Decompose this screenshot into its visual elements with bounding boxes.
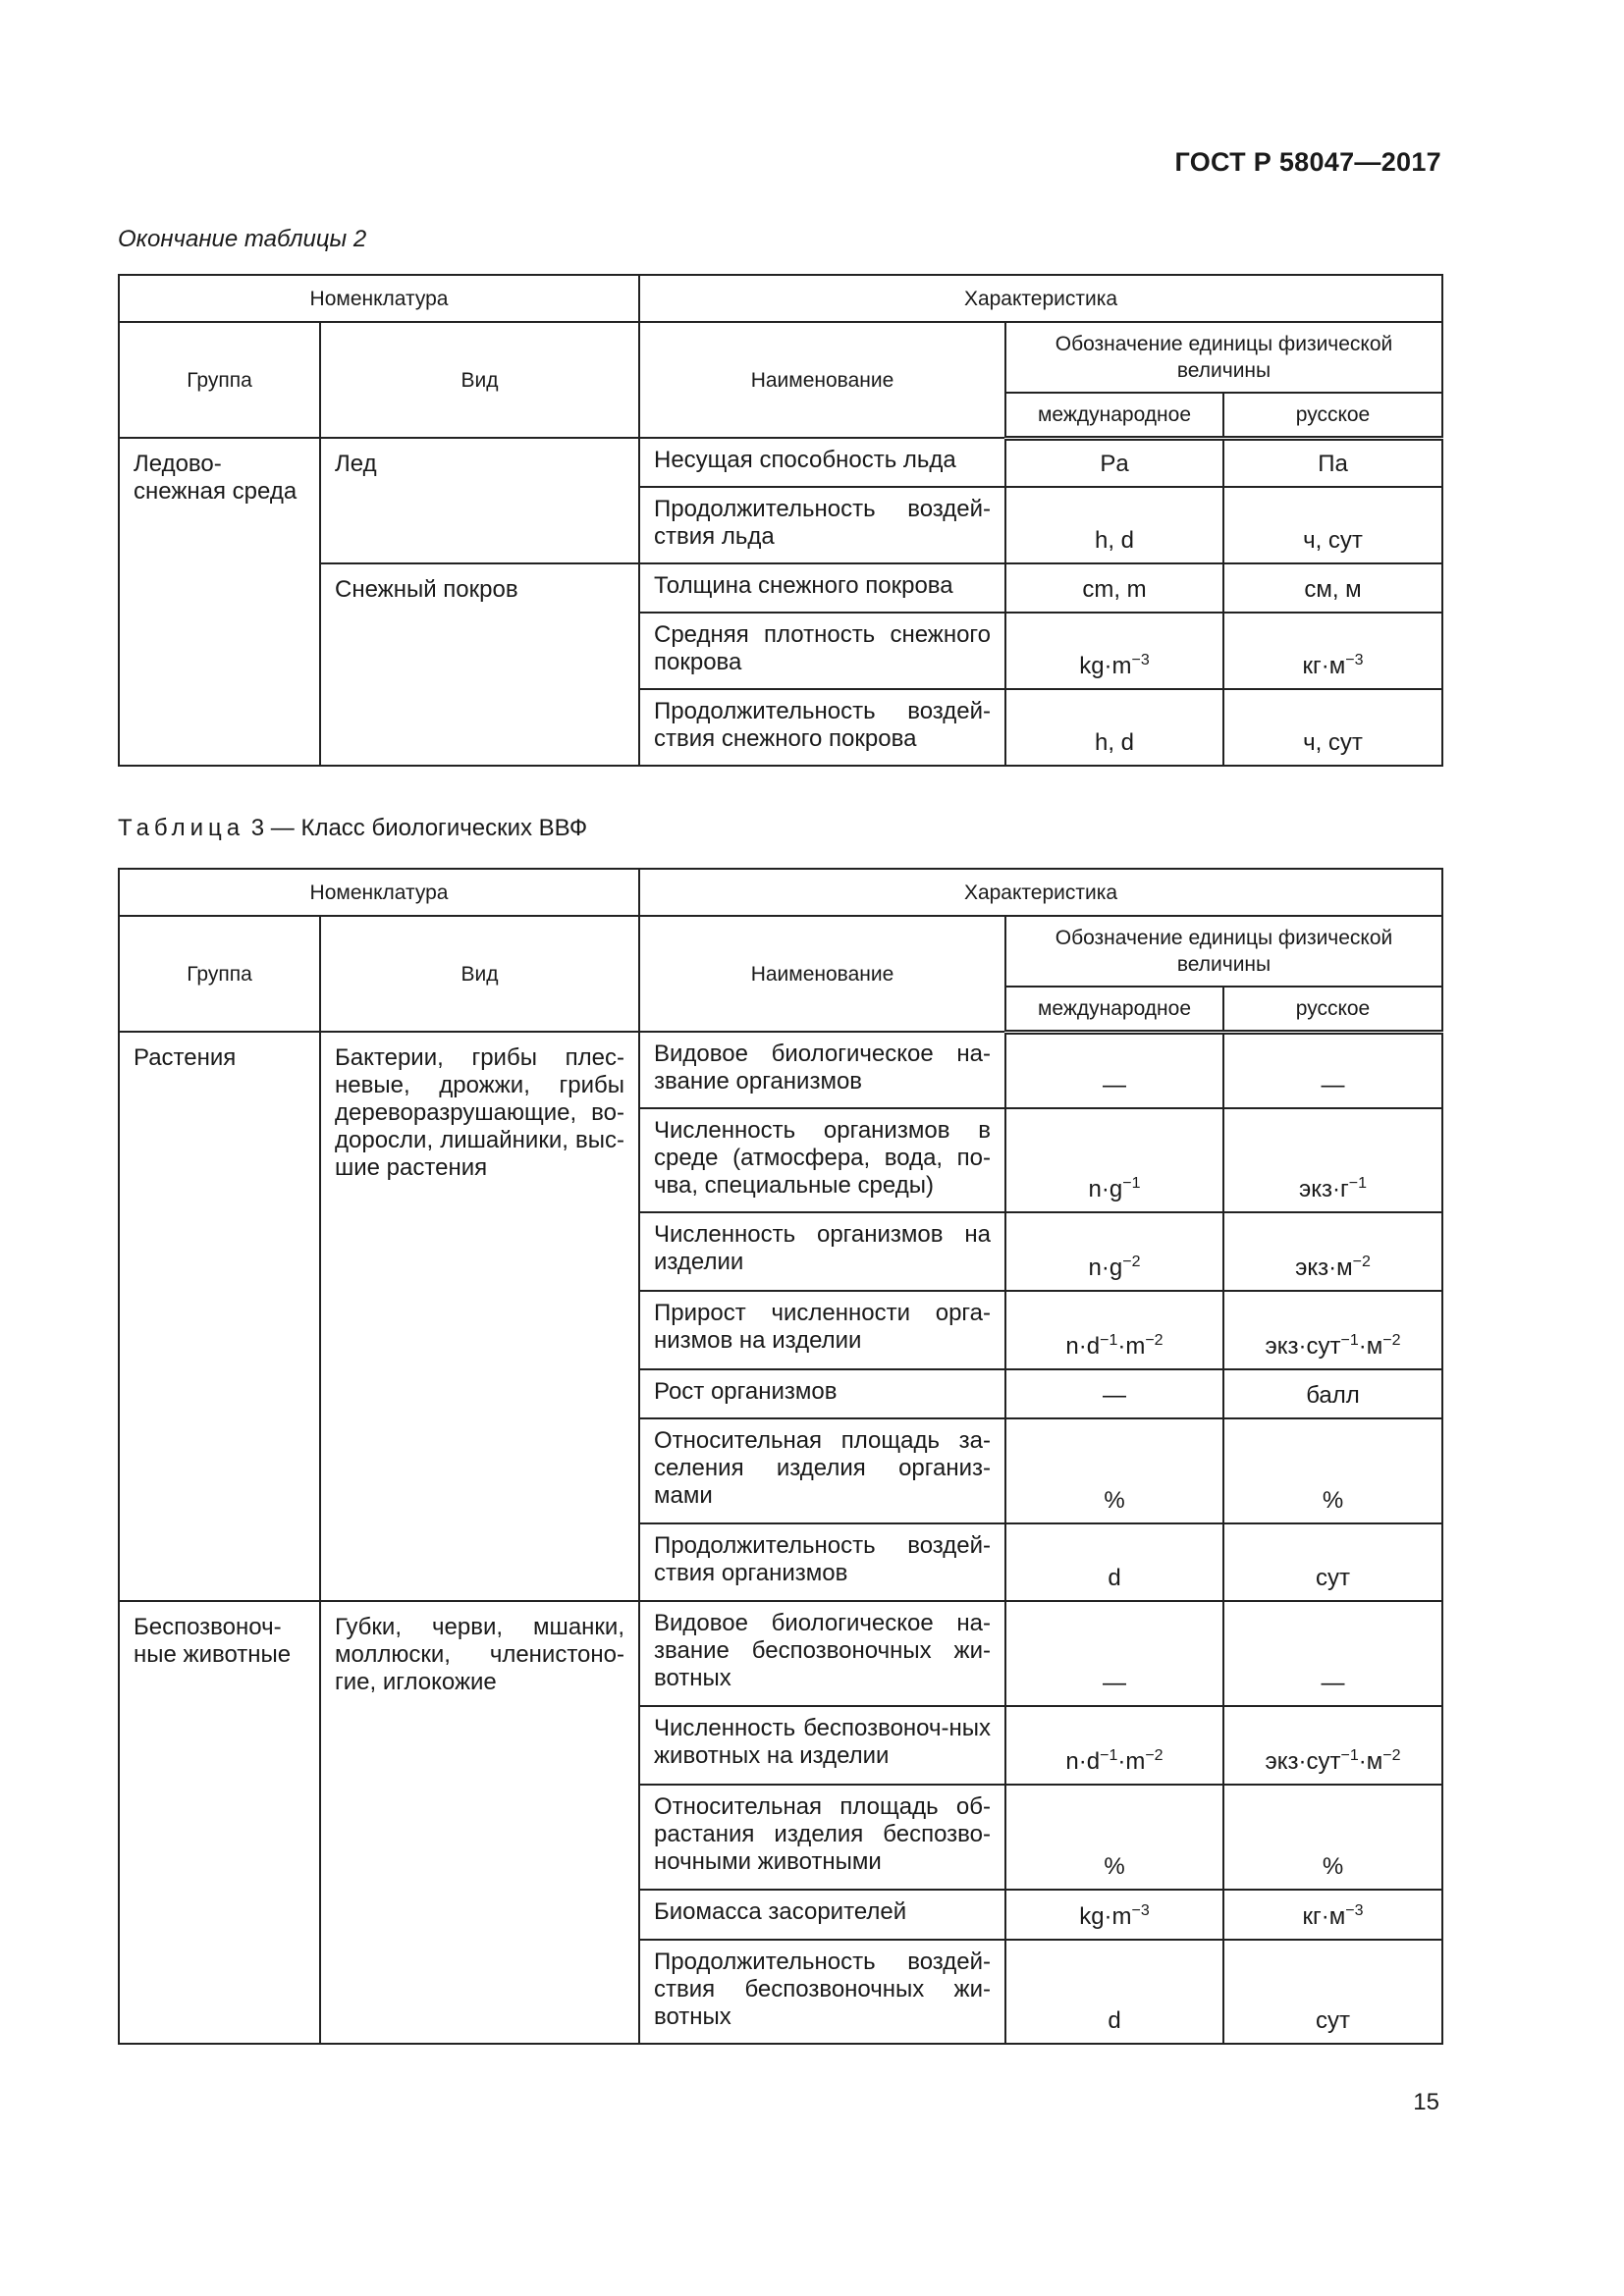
name-cell: Продолжительность воздей-ствия льда (639, 487, 1005, 563)
unit-intl-cell: d (1005, 1940, 1223, 2044)
header-international: международное (1005, 393, 1223, 438)
name-cell: Видовое биологическое на-звание организмов (639, 1032, 1005, 1108)
unit-rus-cell: сут (1223, 1940, 1442, 2044)
unit-intl-cell: $n\cdot g^{-2}$ (1005, 1212, 1223, 1291)
unit-rus-cell: сут (1223, 1523, 1442, 1601)
unit-rus-cell: см, м (1223, 563, 1442, 613)
name-cell: Средняя плотность снежного покрова (639, 613, 1005, 689)
name-cell: Видовое биологическое на-звание беспозвоночных жи-вотных (639, 1601, 1005, 1706)
header-group: Группа (119, 322, 320, 438)
unit-intl-cell: % (1005, 1418, 1223, 1523)
unit-intl-cell: — (1005, 1601, 1223, 1706)
header-nomenclature: Номенклатура (119, 275, 639, 322)
name-cell: Относительная площадь об-растания изделия беспозво-ночными животными (639, 1785, 1005, 1890)
name-cell: Численность организмов в среде (атмосфера, вода, по-чва, специальные среды) (639, 1108, 1005, 1212)
name-cell: Продолжительность воздей-ствия беспозвоночных жи-вотных (639, 1940, 1005, 2044)
name-cell: Численность организмов на изделии (639, 1212, 1005, 1291)
header-russian: русское (1223, 393, 1442, 438)
page-number: 15 (1413, 2089, 1439, 2115)
unit-intl-cell: $kg\cdot m^{-3}$ (1005, 613, 1223, 689)
kind-cell: Бактерии, грибы плес-невые, дрожжи, грибы дереворазрушающие, во-доросли, лишайники, выс-шие растения (320, 1032, 639, 1601)
table-row (119, 1601, 1442, 1706)
unit-intl-cell: h, d (1005, 487, 1223, 563)
header-group: Группа (119, 916, 320, 1032)
name-cell: Продолжительность воздей-ствия организмов (639, 1523, 1005, 1601)
group-cell: Беспозвоноч-ные животные (119, 1601, 320, 2044)
unit-rus-cell: ч, сут (1223, 689, 1442, 766)
table3 (118, 868, 1443, 2045)
unit-intl-cell: — (1005, 1369, 1223, 1418)
unit-intl-cell: $kg\cdot m^{-3}$ (1005, 1890, 1223, 1940)
header-kind: Вид (320, 916, 639, 1032)
name-cell: Относительная площадь за-селения изделия организ-мами (639, 1418, 1005, 1523)
name-cell: Продолжительность воздей-ствия снежного покрова (639, 689, 1005, 766)
header-nomenclature: Номенклатура (119, 869, 639, 916)
name-cell: Биомасса засорителей (639, 1890, 1005, 1940)
unit-rus-cell: Па (1223, 438, 1442, 487)
table2 (118, 274, 1443, 767)
unit-rus-cell: $экз\cdot сут^{-1}\cdot м^{-2}$ (1223, 1706, 1442, 1785)
header-name: Наименование (639, 916, 1005, 1032)
group-cell: Ледово-снежная среда (119, 438, 320, 766)
unit-rus-cell: $экз\cdot сут^{-1}\cdot м^{-2}$ (1223, 1291, 1442, 1369)
unit-intl-cell: $n\cdot d^{-1}\cdot m^{-2}$ (1005, 1706, 1223, 1785)
kind-cell: Губки, черви, мшанки, моллюски, членистоно-гие, иглокожие (320, 1601, 639, 2044)
header-unit-designation: Обозначение единицы физической величины (1005, 322, 1442, 393)
unit-rus-cell: $экз\cdot м^{-2}$ (1223, 1212, 1442, 1291)
header-characteristic: Характеристика (639, 869, 1442, 916)
unit-rus-cell: — (1223, 1601, 1442, 1706)
group-cell: Растения (119, 1032, 320, 1601)
table3-caption: Таблица 3 — Класс биологических ВВФ (118, 815, 588, 841)
unit-rus-cell: — (1223, 1032, 1442, 1108)
table-row (119, 438, 1442, 487)
unit-rus-cell: $экз\cdot г^{-1}$ (1223, 1108, 1442, 1212)
header-characteristic: Характеристика (639, 275, 1442, 322)
unit-intl-cell: cm, m (1005, 563, 1223, 613)
header-kind: Вид (320, 322, 639, 438)
table2-caption: Окончание таблицы 2 (118, 226, 367, 252)
unit-intl-cell: d (1005, 1523, 1223, 1601)
unit-rus-cell: ч, сут (1223, 487, 1442, 563)
unit-intl-cell: % (1005, 1785, 1223, 1890)
unit-intl-cell: $n\cdot d^{-1}\cdot m^{-2}$ (1005, 1291, 1223, 1369)
unit-intl-cell: Pa (1005, 438, 1223, 487)
name-cell: Прирост численности орга-низмов на изделии (639, 1291, 1005, 1369)
unit-rus-cell: $кг\cdot м^{-3}$ (1223, 613, 1442, 689)
name-cell: Численность беспозвоноч-ных животных на изделии (639, 1706, 1005, 1785)
unit-rus-cell: балл (1223, 1369, 1442, 1418)
kind-cell: Снежный покров (320, 563, 639, 766)
name-cell: Несущая способность льда (639, 438, 1005, 487)
unit-rus-cell: $кг\cdot м^{-3}$ (1223, 1890, 1442, 1940)
kind-cell: Лед (320, 438, 639, 563)
table-row (119, 1032, 1442, 1108)
standard-code: ГОСТ Р 58047—2017 (1174, 147, 1441, 177)
header-international: международное (1005, 987, 1223, 1032)
header-name: Наименование (639, 322, 1005, 438)
name-cell: Толщина снежного покрова (639, 563, 1005, 613)
unit-intl-cell: $n\cdot g^{-1}$ (1005, 1108, 1223, 1212)
header-russian: русское (1223, 987, 1442, 1032)
unit-intl-cell: — (1005, 1032, 1223, 1108)
name-cell: Рост организмов (639, 1369, 1005, 1418)
header-unit-designation: Обозначение единицы физической величины (1005, 916, 1442, 987)
unit-rus-cell: % (1223, 1418, 1442, 1523)
unit-rus-cell: % (1223, 1785, 1442, 1890)
unit-intl-cell: h, d (1005, 689, 1223, 766)
